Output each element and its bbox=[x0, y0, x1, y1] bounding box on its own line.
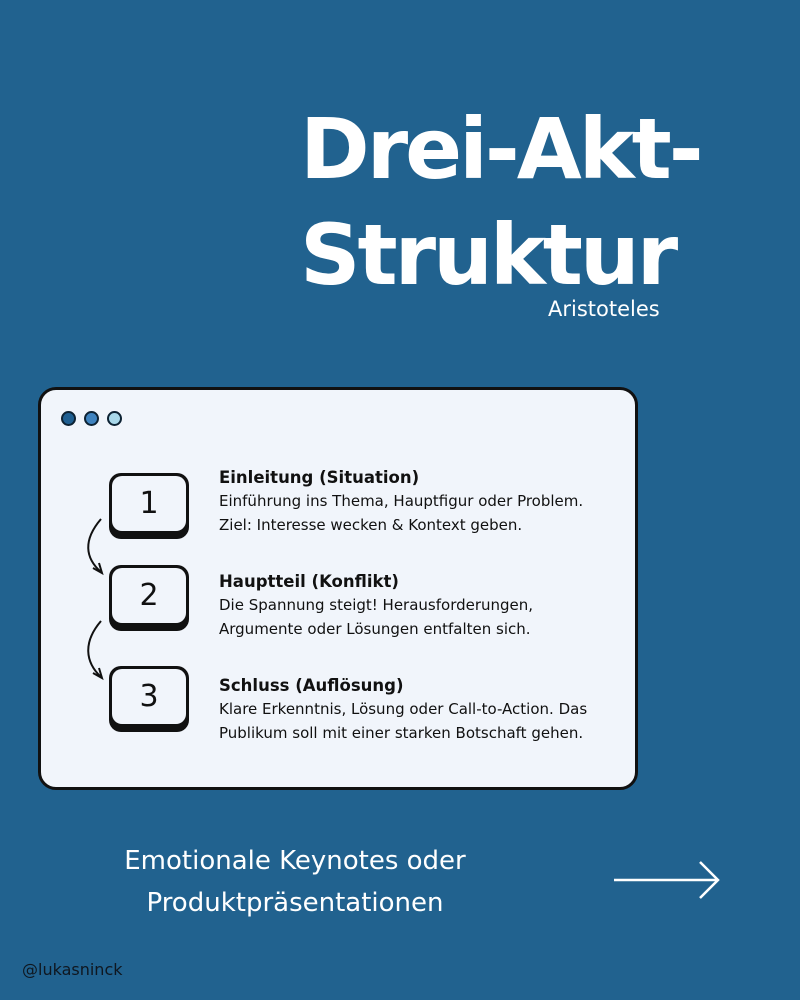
subtitle: Aristoteles bbox=[548, 297, 660, 321]
arrow-right-icon[interactable] bbox=[612, 856, 724, 904]
step-2-key bbox=[109, 565, 189, 631]
title-line-2: Struktur bbox=[300, 206, 676, 304]
step-3-key bbox=[109, 666, 189, 732]
step-3-text bbox=[219, 674, 629, 745]
title-line-1: Drei-Akt- bbox=[300, 100, 701, 198]
tagline-line-2: Produktpräsentationen bbox=[146, 888, 444, 918]
step-1-key bbox=[109, 473, 189, 539]
step-3-heading: Schluss (Auflösung) bbox=[219, 676, 404, 695]
step-1-line-2: Ziel: Interesse wecken & Kontext geben. bbox=[219, 516, 523, 534]
step-2-text bbox=[219, 570, 629, 641]
author-handle: @lukasninck bbox=[22, 960, 123, 979]
tagline-line-1: Emotionale Keynotes oder bbox=[124, 846, 466, 876]
step-3-line-2: Publikum soll mit einer starken Botschaft gehen. bbox=[219, 724, 584, 742]
step-1-number: 1 bbox=[112, 476, 186, 531]
step-3-number: 3 bbox=[112, 669, 186, 724]
step-1-line-1: Einführung ins Thema, Hauptfigur oder Problem. bbox=[219, 492, 584, 510]
step-2-line-1: Die Spannung steigt! Herausforderungen, bbox=[219, 596, 534, 614]
step-3-line-1: Klare Erkenntnis, Lösung oder Call-to-Action. Das bbox=[219, 700, 588, 718]
step-1-heading: Einleitung (Situation) bbox=[219, 468, 420, 487]
slide-title bbox=[300, 96, 780, 308]
tagline bbox=[70, 840, 520, 924]
step-1-text bbox=[219, 466, 629, 537]
steps-card bbox=[38, 387, 638, 790]
step-2-heading: Hauptteil (Konflikt) bbox=[219, 572, 399, 591]
step-2-number: 2 bbox=[112, 568, 186, 623]
step-2-line-2: Argumente oder Lösungen entfalten sich. bbox=[219, 620, 531, 638]
